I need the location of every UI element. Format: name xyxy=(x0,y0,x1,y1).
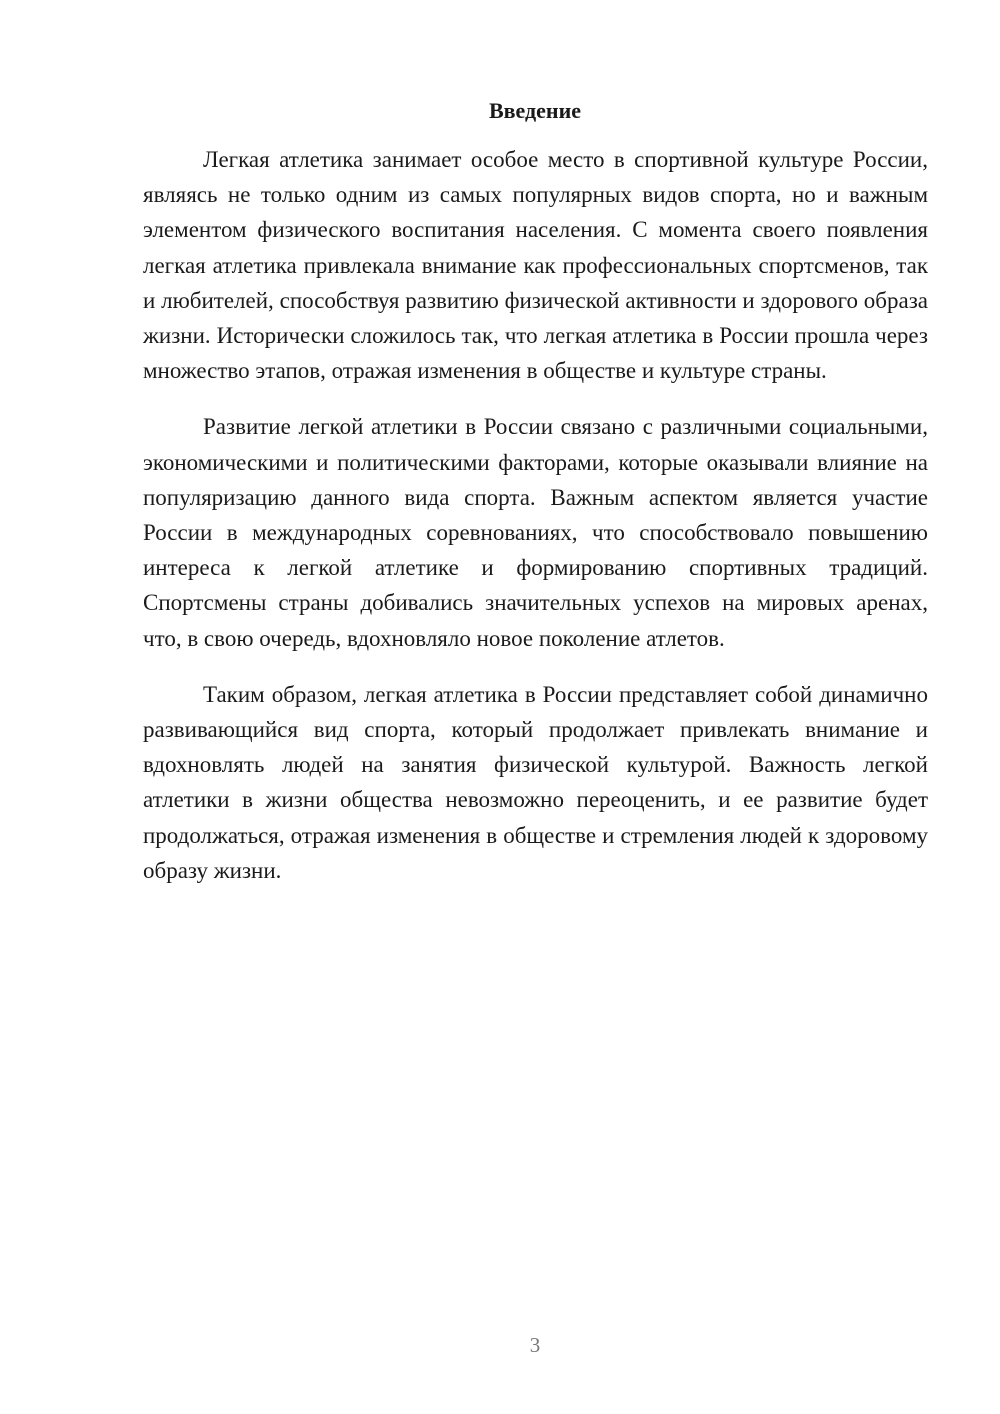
paragraph-2: Развитие легкой атлетики в России связано с различными социальными, экономическими и политическими факторами, которые оказывали влияние на популяризацию данного вида спорта. Важным аспектом является участие России в международных соревнованиях, что способствовало повышению интереса к легкой атлетике и формированию спортивных традиций. Спортсмены страны добивались значительных успехов на мировых аренах, что, в свою очередь, вдохновляло новое поколение атлетов. xyxy=(143,414,928,651)
paragraph-1: Легкая атлетика занимает особое место в спортивной культуре России, являясь не только одним из самых популярных видов спорта, но и важным элементом физического воспитания населения. С момента своего появления легкая атлетика привлекала внимание как профессиональных спортсменов, так и любителей, способствуя развитию физической активности и здорового образа жизни. Исторически сложилось так, что легкая атлетика в России прошла через множество этапов, отражая изменения в обществе и культуре страны. xyxy=(143,147,928,384)
paragraph-3: Таким образом, легкая атлетика в России представляет собой динамично развивающийся вид спорта, который продолжает привлекать внимание и вдохновлять людей на занятия физической культурой. Важность легкой атлетики в жизни общества невозможно переоценить, и ее развитие будет продолжаться, отражая изменения в обществе и стремления людей к здоровому образу жизни. xyxy=(143,681,928,883)
page-number: 3 xyxy=(529,1333,541,1357)
section-heading: Введение xyxy=(488,98,582,123)
body-text xyxy=(143,142,928,909)
